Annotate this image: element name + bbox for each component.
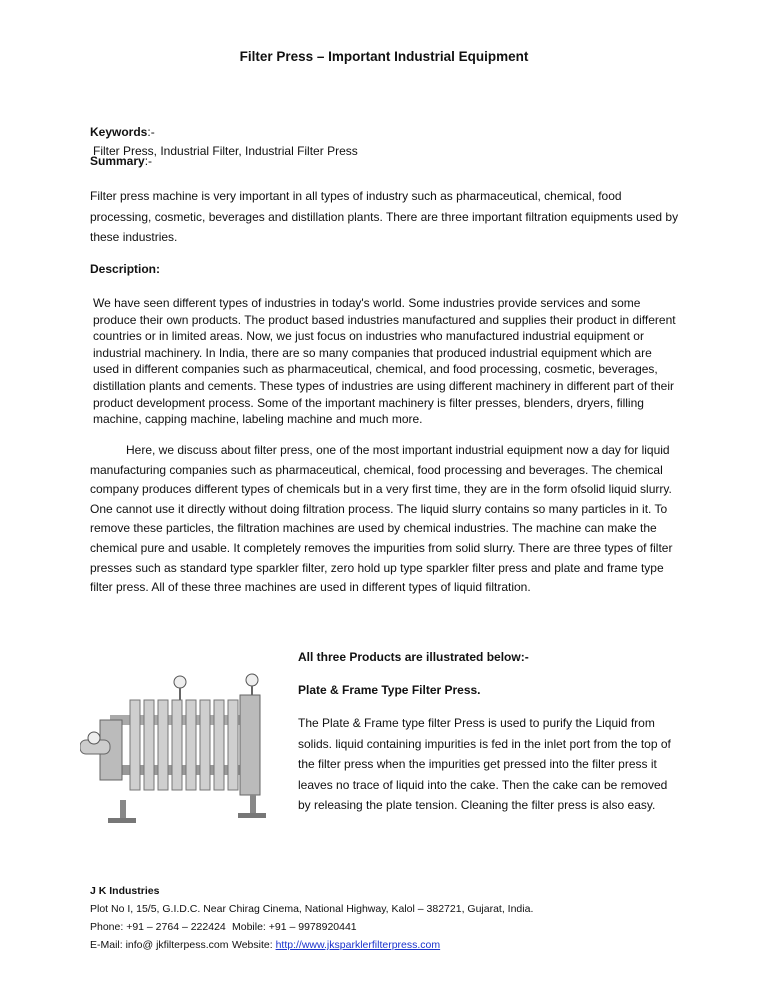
footer-website-label: Website: — [232, 939, 276, 951]
keywords-text: Filter Press, Industrial Filter, Industrial Filter Press — [93, 144, 358, 158]
description-heading: Description: — [90, 262, 161, 276]
keywords-suffix: :- — [147, 125, 155, 139]
page-title: Filter Press – Important Industrial Equipment — [239, 49, 529, 64]
description-paragraph-1: We have seen different types of industries in today's world. Some industries provide services and some produce their own products. The product based industries manufactured and supplies their product in different countries or in limited areas. Now, we just focus on industries who manufactured industrial equipment or industrial machinery. In India, there are so many companies that produced industrial equipment which are used in different companies such as pharmaceutical, chemical, and food processing, cosmetic, beverages, distillation plants and cements. These types of industries are using different machinery in different part of their product development process. Some of the important machinery is filter presses, blenders, dryers, filling machine, capping machine, labeling machine and much more. — [93, 296, 676, 427]
summary-heading — [90, 152, 680, 171]
footer-website-link[interactable]: http://www.jksparklerfilterpress.com — [275, 939, 441, 951]
footer-email: E-Mail: info@ jkfilterpess.com — [90, 939, 229, 951]
footer-company: J K Industries — [90, 885, 160, 897]
product-description: The Plate & Frame type filter Press is used to purify the Liquid from solids. liquid containing impurities is fed in the inlet port from the top of the filter press when the impurities get pressed into the filter press it leaves no trace of liquid into the cake. Then the cake can be removed by releasing the plate tension. Cleaning the filter press is also easy. — [298, 716, 671, 812]
footer-phone: Phone: +91 – 2764 – 222424 — [90, 921, 226, 933]
summary-label: Summary — [90, 154, 145, 168]
plate-frame-filter-press-image — [80, 660, 280, 830]
keywords-label: Keywords — [90, 125, 148, 139]
illustrated-heading: All three Products are illustrated below:- — [298, 650, 529, 664]
summary-suffix: :- — [144, 154, 153, 168]
description-paragraph-2: Here, we discuss about filter press, one of the most important industrial equipment now a day for liquid manufacturing companies such as pharmaceutical, chemical, food processing and beverages. The chemical company produces different types of chemicals but in a very first time, they are in the form ofsolid liquid slurry. One cannot use it directly without doing filtration process. The liquid slurry contains so many particles in it. To remove these particles, the filtration machines are used by chemical industries. The machine can make the chemical pure and usable. It completely removes the impurities from solid slurry. There are three types of filter presses such as standard type sparkler filter, zero hold up type sparkler filter press and plate and frame type filter press. All of these three machines are used in different types of liquid filtration. — [90, 443, 673, 595]
product-heading: Plate & Frame Type Filter Press. — [298, 683, 481, 697]
footer-address: Plot No I, 15/5, G.I.D.C. Near Chirag Cinema, National Highway, Kalol – 382721, Gujarat, India. — [90, 903, 534, 915]
footer — [90, 882, 533, 954]
summary-text: Filter press machine is very important in all types of industry such as pharmaceutical, chemical, food processing, cosmetic, beverages and distillation plants. There are three important filtration equipments used by these industries. — [90, 189, 679, 244]
footer-mobile: Mobile: +91 – 9978920441 — [232, 921, 357, 933]
